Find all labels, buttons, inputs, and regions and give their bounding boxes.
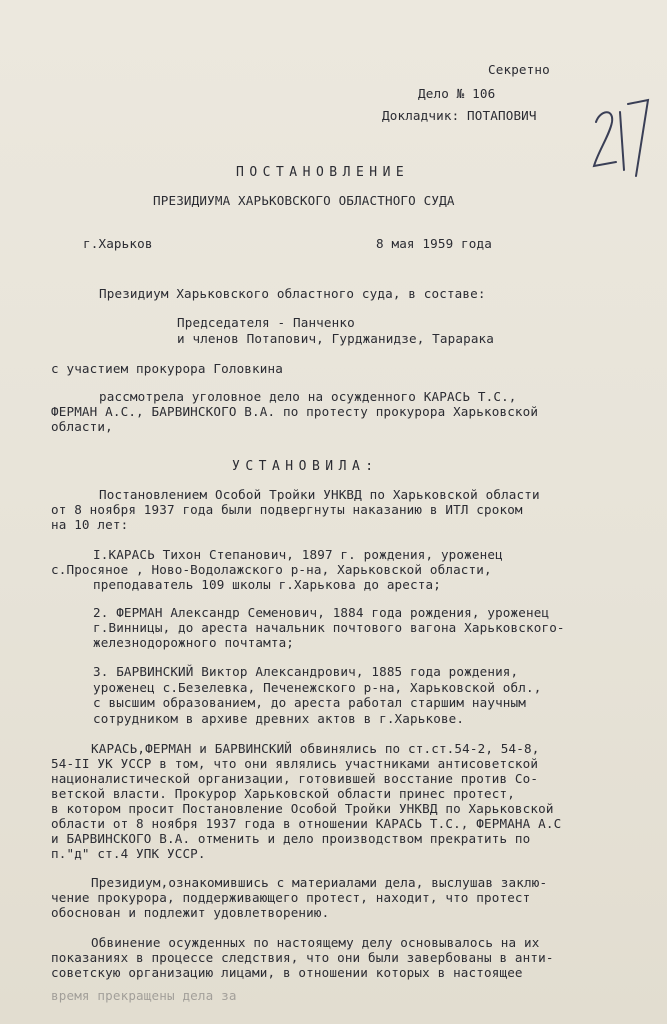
paragraph-line: п."д" ст.4 УПК УССР. [51, 846, 206, 861]
paragraph-line: ветской власти. Прокурор Харьковской области принес протест, [51, 786, 515, 801]
paragraph-line: от 8 ноября 1937 года были подвергнуты наказанию в ИТЛ сроком [51, 502, 523, 517]
case-number: Дело № 106 [418, 86, 496, 101]
paragraph-line: на 10 лет: [51, 517, 129, 532]
paragraph-line: чение прокурора, поддерживающего протест, находит, что протест [51, 890, 531, 905]
person-1-line: с.Просяное , Ново-Водолажского р-на, Харьковской области, [51, 562, 492, 577]
paragraph-line: в котором просит Постановление Особой Тройки УНКВД по Харьковской [51, 801, 554, 816]
page-title: ПОСТАНОВЛЕНИЕ [236, 165, 410, 180]
person-3-line: 3. БАРВИНСКИЙ Виктор Александрович, 1885 года рождения, [93, 664, 519, 679]
paragraph-line: советскую организацию лицами, в отношении которых в настоящее [51, 965, 523, 980]
paragraph-line: показаниях в процессе следствия, что они были завербованы в анти- [51, 950, 554, 965]
prosecutor-line: с участием прокурора Головкина [51, 361, 283, 376]
person-1-line: преподаватель 109 школы г.Харькова до ареста; [93, 577, 441, 592]
paragraph-line: и БАРВИНСКОГО В.А. отменить и дело производством прекратить по [51, 831, 531, 846]
composition-intro: Президиум Харьковского областного суда, в составе: [99, 286, 486, 301]
person-2-line: г.Винницы, до ареста начальник почтового вагона Харьковского- [93, 620, 565, 635]
secret-label: Секретно [488, 62, 550, 77]
person-3-line: уроженец с.Безелевка, Печенежского р-на, Харьковской обл., [93, 680, 542, 695]
chairman-line: Председателя - Панченко [177, 315, 355, 330]
person-3-line: сотрудником в архиве древних актов в г.Харькове. [93, 711, 465, 726]
person-3-line: с высшим образованием, до ареста работал старшим научным [93, 695, 526, 710]
considered-line: области, [51, 419, 113, 434]
person-2-line: железнодорожного почтамта; [93, 635, 295, 650]
considered-line: ФЕРМАН А.С., БАРВИНСКОГО В.А. по протесту прокурора Харьковской [51, 404, 539, 419]
paragraph-line: обоснован и подлежит удовлетворению. [51, 905, 330, 920]
person-2-line: 2. ФЕРМАН Александр Семенович, 1884 года рождения, уроженец [93, 605, 550, 620]
reporter-line: Докладчик: ПОТАПОВИЧ [382, 108, 537, 123]
members-line: и членов Потапович, Гурджанидзе, Тарарака [177, 331, 495, 346]
considered-line: рассмотрела уголовное дело на осужденного КАРАСЬ Т.С., [99, 389, 517, 404]
page-subtitle: ПРЕЗИДИУМА ХАРЬКОВСКОГО ОБЛАСТНОГО СУДА [153, 193, 455, 208]
date: 8 мая 1959 года [376, 236, 492, 251]
handwritten-page-number [590, 92, 650, 178]
paragraph-line: КАРАСЬ,ФЕРМАН и БАРВИНСКИЙ обвинялись по ст.ст.54-2, 54-8, [91, 741, 540, 756]
paragraph-line: Президиум,ознакомившись с материалами дела, выслушав заклю- [91, 875, 548, 890]
paragraph-line: Обвинение осужденных по настоящему делу основывалось на их [91, 935, 540, 950]
paragraph-line: Постановлением Особой Тройки УНКВД по Харьковской области [99, 487, 540, 502]
paragraph-line: области от 8 ноября 1937 года в отношении КАРАСЬ Т.С., ФЕРМАНА А.С [51, 816, 562, 831]
paragraph-line-cut: время прекращены дела за [51, 988, 237, 1003]
paragraph-line: 54-II УК УССР в том, что они являлись участниками антисоветской [51, 756, 539, 771]
person-1-line: I.КАРАСЬ Тихон Степанович, 1897 г. рождения, уроженец [93, 547, 503, 562]
established-heading: УСТАНОВИЛА: [232, 459, 379, 474]
place: г.Харьков [83, 236, 153, 251]
paragraph-line: националистической организации, готовившей восстание против Со- [51, 771, 539, 786]
